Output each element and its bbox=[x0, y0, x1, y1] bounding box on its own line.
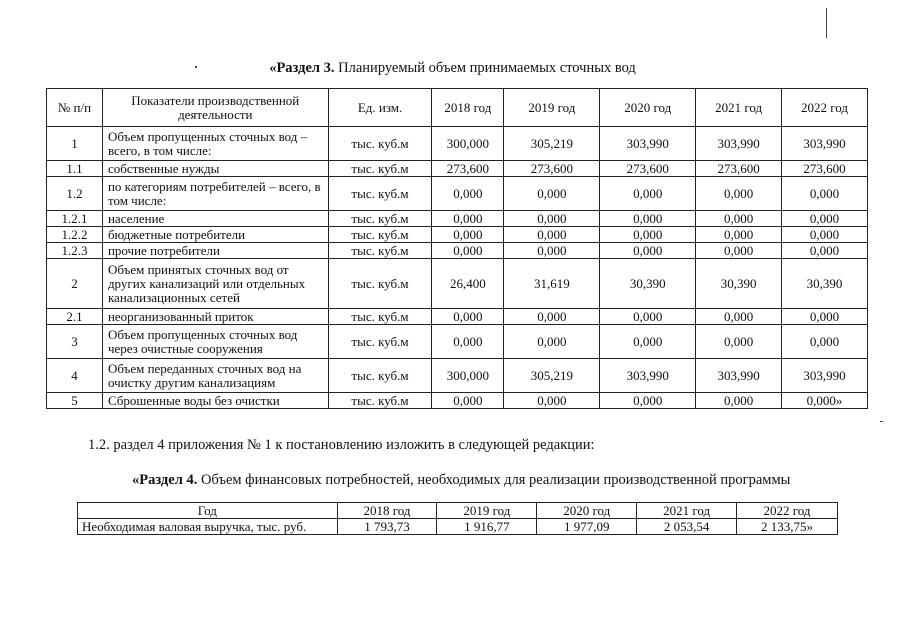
value-2021: 303,990 bbox=[696, 127, 782, 161]
value-2019: 0,000 bbox=[504, 325, 600, 359]
row-indicator: собственные нужды bbox=[102, 161, 328, 177]
value-2019: 273,600 bbox=[504, 161, 600, 177]
row-number: 1.1 bbox=[47, 161, 103, 177]
row-indicator: прочие потребители bbox=[102, 243, 328, 259]
value-2020: 273,600 bbox=[600, 161, 696, 177]
row-indicator: население bbox=[102, 211, 328, 227]
scan-mark bbox=[826, 8, 827, 38]
value-2022: 0,000 bbox=[782, 177, 868, 211]
row-number: 1.2.1 bbox=[47, 211, 103, 227]
row-unit: тыс. куб.м bbox=[328, 393, 432, 409]
value-2018: 300,000 bbox=[432, 359, 504, 393]
scan-mark bbox=[195, 66, 197, 68]
row-indicator: Объем пропущенных сточных вод – всего, в том числе: bbox=[102, 127, 328, 161]
col-header-num: № п/п bbox=[47, 89, 103, 127]
col-header-unit: Ед. изм. bbox=[328, 89, 432, 127]
col-header-2020: 2020 год bbox=[537, 503, 637, 519]
value-2020: 0,000 bbox=[600, 177, 696, 211]
row-unit: тыс. куб.м bbox=[328, 127, 432, 161]
value-2019: 31,619 bbox=[504, 259, 600, 309]
row-number: 1.2.3 bbox=[47, 243, 103, 259]
row-unit: тыс. куб.м bbox=[328, 161, 432, 177]
table-row bbox=[47, 359, 868, 393]
value-2022: 0,000 bbox=[782, 309, 868, 325]
value-cell: 1 977,09 bbox=[537, 519, 637, 535]
section3-header-row bbox=[47, 89, 868, 127]
col-header-2018: 2018 год bbox=[337, 503, 437, 519]
row-unit: тыс. куб.м bbox=[328, 227, 432, 243]
value-2022: 0,000 bbox=[782, 211, 868, 227]
value-cell: 1 793,73 bbox=[337, 519, 437, 535]
row-unit: тыс. куб.м bbox=[328, 359, 432, 393]
row-number: 3 bbox=[47, 325, 103, 359]
value-2022: 0,000» bbox=[782, 393, 868, 409]
col-header-2019: 2019 год bbox=[504, 89, 600, 127]
section3-title bbox=[0, 60, 905, 77]
table-row bbox=[47, 127, 868, 161]
row-number: 5 bbox=[47, 393, 103, 409]
table-row bbox=[47, 243, 868, 259]
value-2021: 0,000 bbox=[696, 177, 782, 211]
value-2021: 0,000 bbox=[696, 393, 782, 409]
row-indicator: по категориям потребителей – всего, в том числе: bbox=[102, 177, 328, 211]
row-unit: тыс. куб.м bbox=[328, 259, 432, 309]
section4-title-text: Объем финансовых потребностей, необходимых для реализации производственной программы bbox=[197, 472, 791, 488]
row-indicator: бюджетные потребители bbox=[102, 227, 328, 243]
table-row bbox=[47, 227, 868, 243]
row-unit: тыс. куб.м bbox=[328, 325, 432, 359]
value-2021: 0,000 bbox=[696, 243, 782, 259]
row-unit: тыс. куб.м bbox=[328, 243, 432, 259]
value-2019: 0,000 bbox=[504, 243, 600, 259]
col-header-indicator: Показатели производственной деятельности bbox=[102, 89, 328, 127]
section3-title-bold: «Раздел 3. bbox=[269, 60, 335, 76]
row-number: 1.2 bbox=[47, 177, 103, 211]
section4-title bbox=[132, 472, 790, 489]
value-cell: 1 916,77 bbox=[437, 519, 537, 535]
col-header-2021: 2021 год bbox=[696, 89, 782, 127]
value-2018: 0,000 bbox=[432, 227, 504, 243]
value-2018: 273,600 bbox=[432, 161, 504, 177]
row-indicator: Объем переданных сточных вод на очистку другим канализациям bbox=[102, 359, 328, 393]
row-number: 1 bbox=[47, 127, 103, 161]
value-2021: 0,000 bbox=[696, 227, 782, 243]
value-2021: 0,000 bbox=[696, 211, 782, 227]
value-2020: 0,000 bbox=[600, 309, 696, 325]
row-unit: тыс. куб.м bbox=[328, 211, 432, 227]
value-2022: 0,000 bbox=[782, 325, 868, 359]
table-row bbox=[47, 161, 868, 177]
value-2021: 0,000 bbox=[696, 309, 782, 325]
value-2018: 0,000 bbox=[432, 325, 504, 359]
value-2019: 0,000 bbox=[504, 177, 600, 211]
row-number: 2 bbox=[47, 259, 103, 309]
table-row bbox=[47, 325, 868, 359]
value-2018: 0,000 bbox=[432, 309, 504, 325]
value-2022: 303,990 bbox=[782, 359, 868, 393]
value-2022: 303,990 bbox=[782, 127, 868, 161]
value-2018: 0,000 bbox=[432, 393, 504, 409]
row-unit: тыс. куб.м bbox=[328, 309, 432, 325]
table-row bbox=[47, 177, 868, 211]
table-row bbox=[47, 393, 868, 409]
section3-title-text: Планируемый объем принимаемых сточных вод bbox=[334, 60, 636, 76]
row-number: 2.1 bbox=[47, 309, 103, 325]
section3-table bbox=[46, 88, 868, 409]
row-unit: тыс. куб.м bbox=[328, 177, 432, 211]
row-label: Необходимая валовая выручка, тыс. руб. bbox=[78, 519, 338, 535]
row-indicator: неорганизованный приток bbox=[102, 309, 328, 325]
section4-table bbox=[77, 502, 838, 535]
value-2022: 0,000 bbox=[782, 243, 868, 259]
row-indicator: Объем пропущенных сточных вод через очистные сооружения bbox=[102, 325, 328, 359]
value-2021: 303,990 bbox=[696, 359, 782, 393]
col-header-2021: 2021 год bbox=[637, 503, 737, 519]
value-2021: 273,600 bbox=[696, 161, 782, 177]
value-2020: 0,000 bbox=[600, 227, 696, 243]
table-row bbox=[47, 211, 868, 227]
value-2020: 0,000 bbox=[600, 211, 696, 227]
value-2019: 0,000 bbox=[504, 309, 600, 325]
value-2018: 0,000 bbox=[432, 177, 504, 211]
value-cell: 2 053,54 bbox=[637, 519, 737, 535]
value-2018: 0,000 bbox=[432, 243, 504, 259]
value-2019: 0,000 bbox=[504, 393, 600, 409]
table-row bbox=[47, 259, 868, 309]
value-2020: 303,990 bbox=[600, 127, 696, 161]
table-row bbox=[47, 309, 868, 325]
value-2020: 30,390 bbox=[600, 259, 696, 309]
table-row bbox=[78, 519, 838, 535]
scan-mark bbox=[880, 421, 883, 422]
col-header-2019: 2019 год bbox=[437, 503, 537, 519]
value-2022: 30,390 bbox=[782, 259, 868, 309]
value-2018: 300,000 bbox=[432, 127, 504, 161]
value-2020: 0,000 bbox=[600, 243, 696, 259]
value-2021: 30,390 bbox=[696, 259, 782, 309]
col-header-2022: 2022 год bbox=[782, 89, 868, 127]
value-2020: 0,000 bbox=[600, 393, 696, 409]
value-2018: 0,000 bbox=[432, 211, 504, 227]
value-cell: 2 133,75» bbox=[737, 519, 838, 535]
value-2019: 0,000 bbox=[504, 211, 600, 227]
value-2019: 305,219 bbox=[504, 359, 600, 393]
value-2019: 0,000 bbox=[504, 227, 600, 243]
row-number: 4 bbox=[47, 359, 103, 393]
value-2020: 303,990 bbox=[600, 359, 696, 393]
col-header-2020: 2020 год bbox=[600, 89, 696, 127]
amendment-note: 1.2. раздел 4 приложения № 1 к постановлению изложить в следующей редакции: bbox=[88, 437, 595, 453]
section4-header-row bbox=[78, 503, 838, 519]
row-number: 1.2.2 bbox=[47, 227, 103, 243]
value-2019: 305,219 bbox=[504, 127, 600, 161]
col-header-2022: 2022 год bbox=[737, 503, 838, 519]
value-2021: 0,000 bbox=[696, 325, 782, 359]
value-2022: 273,600 bbox=[782, 161, 868, 177]
value-2020: 0,000 bbox=[600, 325, 696, 359]
row-indicator: Объем принятых сточных вод от других канализаций или отдельных канализационных сетей bbox=[102, 259, 328, 309]
section4-title-bold: «Раздел 4. bbox=[132, 472, 198, 488]
value-2022: 0,000 bbox=[782, 227, 868, 243]
row-indicator: Сброшенные воды без очистки bbox=[102, 393, 328, 409]
col-header-year: Год bbox=[78, 503, 338, 519]
col-header-2018: 2018 год bbox=[432, 89, 504, 127]
value-2018: 26,400 bbox=[432, 259, 504, 309]
